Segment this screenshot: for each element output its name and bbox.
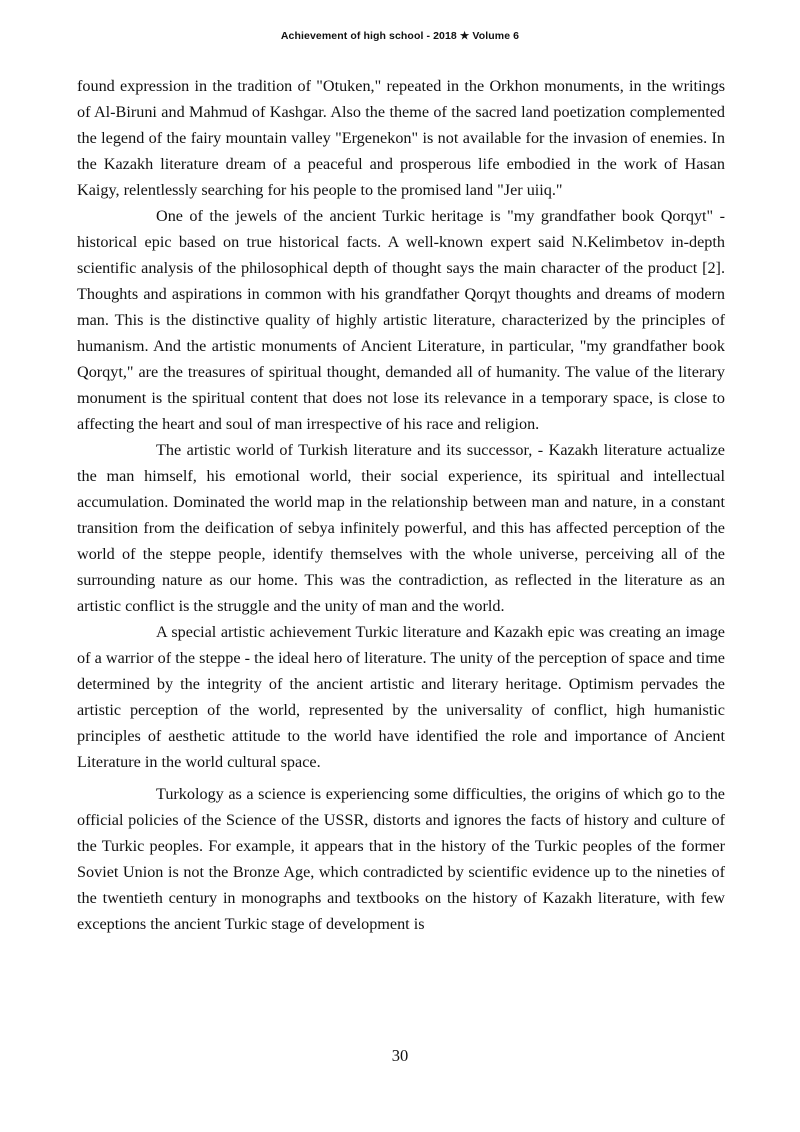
article-body [77, 73, 725, 937]
page-number: 30 [391, 1046, 409, 1065]
paragraph-continuation: found expression in the tradition of "Otuken," repeated in the Orkhon monuments, in the writings of Al-Biruni and Mahmud of Kashgar. Also the theme of the sacred land poetization complemented the legend of the fairy mountain valley "Ergenekon" is not available for the invasion of enemies. In the Kazakh literature dream of a peaceful and prosperous life embodied in the work of Hasan Kaigy, relentlessly searching for his people to the promised land "Jer uiiq." [77, 77, 725, 199]
paragraph-artistic-world: The artistic world of Turkish literature and its successor, - Kazakh literature actualize the man himself, his emotional world, their social experience, its spiritual and intellectual accumulation. Dominated the world map in the relationship between man and nature, in a constant transition from the deification of sebya infinitely powerful, and this has affected perception of the world of the steppe people, identify themselves with the whole universe, perceiving all of the surrounding nature as our home. This was the contradiction, as reflected in the literature as an artistic conflict is the struggle and the unity of man and the world. [77, 441, 725, 615]
paragraph-warrior-hero: A special artistic achievement Turkic literature and Kazakh epic was creating an image of a warrior of the steppe - the ideal hero of literature. The unity of the perception of space and time determined by the integrity of the ancient artistic and literary heritage. Optimism pervades the artistic perception of the world, represented by the universality of conflict, high humanistic principles of aesthetic attitude to the world have identified the role and importance of Ancient Literature in the world cultural space. [77, 623, 725, 771]
paragraph-qorqyt-epic: One of the jewels of the ancient Turkic heritage is "my grandfather book Qorqyt" - historical epic based on true historical facts. A well-known expert said N.Kelimbetov in-depth scientific analysis of the philosophical depth of thought says the main character of the product [2]. Thoughts and aspirations in common with his grandfather Qorqyt thoughts and dreams of modern man. This is the distinctive quality of highly artistic literature, characterized by the principles of humanism. And the artistic monuments of Ancient Literature, in particular, "my grandfather book Qorqyt," are the treasures of spiritual thought, demanded all of humanity. The value of the literary monument is the spiritual content that does not lose its relevance in a temporary space, is close to affecting the heart and soul of man irrespective of his race and religion. [77, 207, 725, 433]
paragraph-turkology: Turkology as a science is experiencing some difficulties, the origins of which go to the official policies of the Science of the USSR, distorts and ignores the facts of history and culture of the Turkic peoples. For example, it appears that in the history of the Turkic peoples of the former Soviet Union is not the Bronze Age, which contradicted by scientific evidence up to the nineties of the twentieth century in monographs and textbooks on the history of Kazakh literature, with few exceptions the ancient Turkic stage of development is [77, 785, 725, 933]
running-header: Achievement of high school - 2018 ★ Volume 6 [280, 30, 520, 42]
